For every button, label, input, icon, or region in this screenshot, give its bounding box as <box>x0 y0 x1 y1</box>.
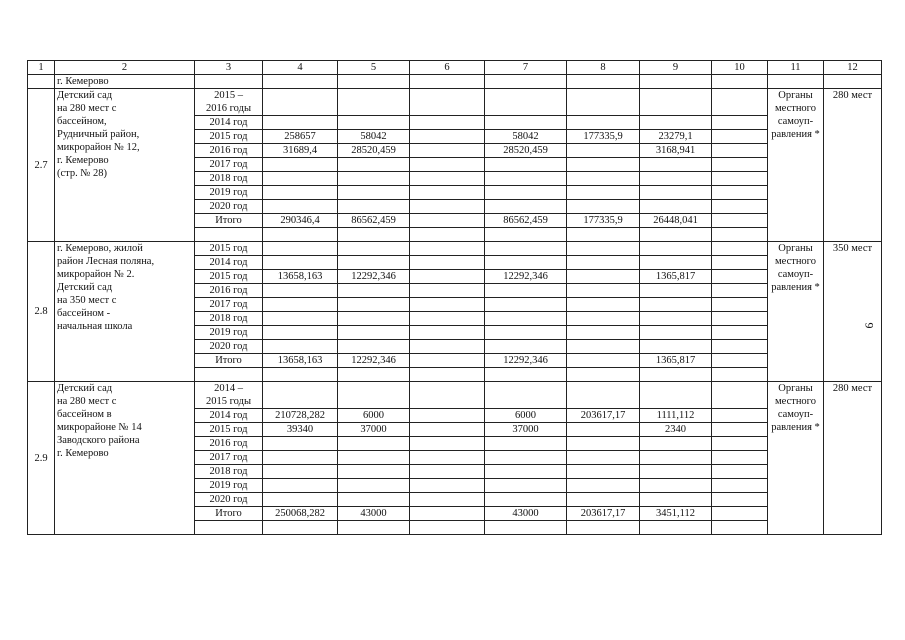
value-cell-c7: 12292,346 <box>485 270 567 284</box>
value-cell-c4: 13658,163 <box>263 354 338 368</box>
value-cell-c5 <box>338 256 410 270</box>
value-cell-c6 <box>410 354 485 368</box>
value-cell-c9 <box>640 158 712 172</box>
value-cell-c9 <box>640 172 712 186</box>
value-cell-c9 <box>640 465 712 479</box>
value-cell-c7 <box>485 172 567 186</box>
value-cell-c4 <box>263 89 338 116</box>
value-cell-c8: 177335,9 <box>567 130 640 144</box>
value-cell-c5 <box>338 200 410 214</box>
value-cell-c8 <box>567 479 640 493</box>
column-header-2: 2 <box>55 61 195 75</box>
value-cell-c9 <box>640 326 712 340</box>
value-cell-c8 <box>567 270 640 284</box>
value-cell-c9 <box>640 298 712 312</box>
value-cell-c8 <box>567 326 640 340</box>
value-cell-c7 <box>485 382 567 409</box>
column-header-11: 11 <box>768 61 824 75</box>
value-cell-c7 <box>485 451 567 465</box>
value-cell-c4 <box>263 158 338 172</box>
value-cell-c10 <box>712 507 768 521</box>
value-cell-c4 <box>263 326 338 340</box>
value-cell-c5: 37000 <box>338 423 410 437</box>
column-header-10: 10 <box>712 61 768 75</box>
value-cell-c5 <box>338 242 410 256</box>
value-cell-c5 <box>338 340 410 354</box>
value-cell-c5 <box>338 312 410 326</box>
value-cell-c9 <box>640 186 712 200</box>
value-cell-c9: 3451,112 <box>640 507 712 521</box>
value-cell-c7: 6000 <box>485 409 567 423</box>
executor-cell: Органы местного самоуп- равления * <box>768 242 824 382</box>
value-cell-c10 <box>712 116 768 130</box>
value-cell-c9 <box>640 116 712 130</box>
value-cell-c6 <box>410 270 485 284</box>
value-cell-c8 <box>567 144 640 158</box>
value-cell-c6 <box>410 284 485 298</box>
value-cell-c6 <box>410 214 485 228</box>
period-cell: 2020 год <box>195 493 263 507</box>
value-cell-c10 <box>712 242 768 256</box>
value-cell-c5 <box>338 326 410 340</box>
value-cell-c6 <box>410 423 485 437</box>
value-cell-c10 <box>712 409 768 423</box>
value-cell-c6 <box>410 89 485 116</box>
value-cell-c8 <box>567 423 640 437</box>
value-cell-c4: 210728,282 <box>263 409 338 423</box>
value-cell-c10 <box>712 437 768 451</box>
period-cell: 2015 год <box>195 130 263 144</box>
value-cell-c8: 203617,17 <box>567 507 640 521</box>
column-header-1: 1 <box>28 61 55 75</box>
value-cell-c4 <box>263 200 338 214</box>
value-cell-c5 <box>338 437 410 451</box>
value-cell-c5 <box>338 465 410 479</box>
value-cell-c5: 12292,346 <box>338 270 410 284</box>
value-cell-c10 <box>712 493 768 507</box>
value-cell-c4 <box>263 451 338 465</box>
value-cell-c8 <box>567 200 640 214</box>
value-cell-c6 <box>410 144 485 158</box>
value-cell-c5 <box>338 116 410 130</box>
value-cell-c7 <box>485 493 567 507</box>
value-cell-c8 <box>567 172 640 186</box>
column-header-4: 4 <box>263 61 338 75</box>
value-cell-c7: 86562,459 <box>485 214 567 228</box>
period-cell: 2019 год <box>195 326 263 340</box>
value-cell-c5 <box>338 382 410 409</box>
column-header-7: 7 <box>485 61 567 75</box>
value-cell-c9 <box>640 437 712 451</box>
value-cell-c6 <box>410 312 485 326</box>
period-cell: 2019 год <box>195 479 263 493</box>
page-number: 9 <box>862 322 877 329</box>
value-cell-c6 <box>410 242 485 256</box>
period-cell: 2016 год <box>195 437 263 451</box>
value-cell-c8 <box>567 451 640 465</box>
value-cell-c8 <box>567 354 640 368</box>
period-cell: 2019 год <box>195 186 263 200</box>
period-cell: Итого <box>195 507 263 521</box>
value-cell-c9 <box>640 242 712 256</box>
value-cell-c8 <box>567 298 640 312</box>
value-cell-c4 <box>263 479 338 493</box>
capacity-cell: 280 мест <box>824 89 882 242</box>
period-cell: 2015 – 2016 годы <box>195 89 263 116</box>
value-cell-c4: 31689,4 <box>263 144 338 158</box>
value-cell-c10 <box>712 465 768 479</box>
value-cell-c6 <box>410 382 485 409</box>
value-cell-c7: 43000 <box>485 507 567 521</box>
value-cell-c9: 1365,817 <box>640 270 712 284</box>
value-cell-c5: 58042 <box>338 130 410 144</box>
value-cell-c5 <box>338 493 410 507</box>
value-cell-c10 <box>712 284 768 298</box>
value-cell-c7 <box>485 116 567 130</box>
value-cell-c4: 290346,4 <box>263 214 338 228</box>
period-cell: 2015 год <box>195 242 263 256</box>
value-cell-c7 <box>485 158 567 172</box>
value-cell-c6 <box>410 465 485 479</box>
value-cell-c5: 28520,459 <box>338 144 410 158</box>
period-cell: 2016 год <box>195 144 263 158</box>
value-cell-c8: 203617,17 <box>567 409 640 423</box>
region-row <box>28 75 882 89</box>
value-cell-c5 <box>338 284 410 298</box>
table-row <box>28 242 882 256</box>
value-cell-c9 <box>640 284 712 298</box>
value-cell-c7 <box>485 200 567 214</box>
value-cell-c4 <box>263 312 338 326</box>
value-cell-c7 <box>485 326 567 340</box>
value-cell-c10 <box>712 144 768 158</box>
value-cell-c9 <box>640 200 712 214</box>
project-number: 2.9 <box>28 382 55 535</box>
value-cell-c9 <box>640 451 712 465</box>
column-header-12: 12 <box>824 61 882 75</box>
value-cell-c7: 37000 <box>485 423 567 437</box>
period-cell: 2014 год <box>195 409 263 423</box>
value-cell-c6 <box>410 451 485 465</box>
value-cell-c5: 6000 <box>338 409 410 423</box>
value-cell-c8: 177335,9 <box>567 214 640 228</box>
value-cell-c4: 39340 <box>263 423 338 437</box>
value-cell-c8 <box>567 465 640 479</box>
value-cell-c10 <box>712 382 768 409</box>
value-cell-c10 <box>712 326 768 340</box>
value-cell-c5 <box>338 298 410 312</box>
value-cell-c7 <box>485 437 567 451</box>
value-cell-c10 <box>712 354 768 368</box>
value-cell-c10 <box>712 214 768 228</box>
value-cell-c6 <box>410 479 485 493</box>
value-cell-c4 <box>263 172 338 186</box>
value-cell-c10 <box>712 89 768 116</box>
value-cell-c8 <box>567 186 640 200</box>
value-cell-c7 <box>485 284 567 298</box>
value-cell-c8 <box>567 382 640 409</box>
value-cell-c6 <box>410 437 485 451</box>
period-cell: 2015 год <box>195 423 263 437</box>
period-cell: 2017 год <box>195 451 263 465</box>
value-cell-c9: 1365,817 <box>640 354 712 368</box>
value-cell-c6 <box>410 158 485 172</box>
column-header-5: 5 <box>338 61 410 75</box>
project-number: 2.7 <box>28 89 55 242</box>
period-cell: 2014 – 2015 годы <box>195 382 263 409</box>
value-cell-c5: 86562,459 <box>338 214 410 228</box>
value-cell-c5 <box>338 172 410 186</box>
value-cell-c6 <box>410 493 485 507</box>
value-cell-c7 <box>485 479 567 493</box>
value-cell-c9: 3168,941 <box>640 144 712 158</box>
value-cell-c4 <box>263 465 338 479</box>
value-cell-c7 <box>485 89 567 116</box>
value-cell-c5 <box>338 89 410 116</box>
period-cell: 2016 год <box>195 284 263 298</box>
value-cell-c4: 250068,282 <box>263 507 338 521</box>
value-cell-c7: 58042 <box>485 130 567 144</box>
value-cell-c7 <box>485 186 567 200</box>
value-cell-c8 <box>567 256 640 270</box>
value-cell-c6 <box>410 116 485 130</box>
value-cell-c9 <box>640 493 712 507</box>
project-name: Детский сад на 280 мест с бассейном в микрорайоне № 14 Заводского района г. Кемерово <box>55 382 195 535</box>
period-cell: 2014 год <box>195 116 263 130</box>
value-cell-c7 <box>485 256 567 270</box>
value-cell-c9 <box>640 256 712 270</box>
period-cell: 2015 год <box>195 270 263 284</box>
header-row <box>28 61 882 75</box>
project-number: 2.8 <box>28 242 55 382</box>
column-header-6: 6 <box>410 61 485 75</box>
region-label: г. Кемерово <box>55 75 195 89</box>
value-cell-c7 <box>485 340 567 354</box>
value-cell-c8 <box>567 116 640 130</box>
value-cell-c5 <box>338 479 410 493</box>
value-cell-c4 <box>263 382 338 409</box>
value-cell-c10 <box>712 312 768 326</box>
value-cell-c6 <box>410 200 485 214</box>
value-cell-c9: 1111,112 <box>640 409 712 423</box>
period-cell: 2018 год <box>195 172 263 186</box>
value-cell-c6 <box>410 256 485 270</box>
value-cell-c9: 2340 <box>640 423 712 437</box>
budget-table <box>27 60 882 535</box>
value-cell-c6 <box>410 130 485 144</box>
value-cell-c5: 43000 <box>338 507 410 521</box>
value-cell-c7: 28520,459 <box>485 144 567 158</box>
value-cell-c6 <box>410 186 485 200</box>
capacity-cell: 280 мест <box>824 382 882 535</box>
table-body <box>28 61 882 535</box>
value-cell-c4 <box>263 116 338 130</box>
value-cell-c4: 258657 <box>263 130 338 144</box>
period-cell: 2017 год <box>195 298 263 312</box>
value-cell-c7: 12292,346 <box>485 354 567 368</box>
period-cell: 2020 год <box>195 200 263 214</box>
value-cell-c5 <box>338 186 410 200</box>
column-header-9: 9 <box>640 61 712 75</box>
value-cell-c6 <box>410 326 485 340</box>
column-header-3: 3 <box>195 61 263 75</box>
value-cell-c9: 23279,1 <box>640 130 712 144</box>
value-cell-c9 <box>640 340 712 354</box>
value-cell-c7 <box>485 242 567 256</box>
value-cell-c10 <box>712 172 768 186</box>
value-cell-c6 <box>410 409 485 423</box>
value-cell-c4 <box>263 340 338 354</box>
value-cell-c10 <box>712 423 768 437</box>
column-header-8: 8 <box>567 61 640 75</box>
value-cell-c4 <box>263 298 338 312</box>
period-cell: 2017 год <box>195 158 263 172</box>
value-cell-c6 <box>410 340 485 354</box>
value-cell-c10 <box>712 451 768 465</box>
value-cell-c8 <box>567 312 640 326</box>
value-cell-c4 <box>263 242 338 256</box>
value-cell-c8 <box>567 493 640 507</box>
value-cell-c8 <box>567 242 640 256</box>
value-cell-c10 <box>712 130 768 144</box>
period-cell: 2018 год <box>195 312 263 326</box>
project-name: Детский сад на 280 мест с бассейном, Рудничный район, микрорайон № 12, г. Кемерово (стр. № 28) <box>55 89 195 242</box>
value-cell-c5 <box>338 158 410 172</box>
value-cell-c6 <box>410 298 485 312</box>
value-cell-c9: 26448,041 <box>640 214 712 228</box>
value-cell-c4 <box>263 186 338 200</box>
value-cell-c10 <box>712 340 768 354</box>
value-cell-c4 <box>263 437 338 451</box>
value-cell-c4: 13658,163 <box>263 270 338 284</box>
value-cell-c6 <box>410 507 485 521</box>
executor-cell: Органы местного самоуп- равления * <box>768 89 824 242</box>
value-cell-c9 <box>640 89 712 116</box>
period-cell: 2014 год <box>195 256 263 270</box>
value-cell-c7 <box>485 465 567 479</box>
period-cell: Итого <box>195 214 263 228</box>
project-name: г. Кемерово, жилой район Лесная поляна, микрорайон № 2. Детский сад на 350 мест с бассейном - начальная школа <box>55 242 195 382</box>
table-row <box>28 89 882 116</box>
value-cell-c10 <box>712 158 768 172</box>
value-cell-c7 <box>485 298 567 312</box>
value-cell-c10 <box>712 186 768 200</box>
value-cell-c7 <box>485 312 567 326</box>
value-cell-c10 <box>712 270 768 284</box>
value-cell-c6 <box>410 172 485 186</box>
table-row <box>28 382 882 409</box>
capacity-cell: 350 мест <box>824 242 882 382</box>
value-cell-c10 <box>712 256 768 270</box>
value-cell-c10 <box>712 479 768 493</box>
period-cell: Итого <box>195 354 263 368</box>
value-cell-c9 <box>640 312 712 326</box>
value-cell-c10 <box>712 298 768 312</box>
value-cell-c5: 12292,346 <box>338 354 410 368</box>
value-cell-c4 <box>263 493 338 507</box>
value-cell-c8 <box>567 437 640 451</box>
value-cell-c4 <box>263 256 338 270</box>
value-cell-c8 <box>567 284 640 298</box>
value-cell-c10 <box>712 200 768 214</box>
value-cell-c5 <box>338 451 410 465</box>
value-cell-c8 <box>567 158 640 172</box>
value-cell-c9 <box>640 479 712 493</box>
period-cell: 2020 год <box>195 340 263 354</box>
value-cell-c9 <box>640 382 712 409</box>
value-cell-c8 <box>567 340 640 354</box>
value-cell-c4 <box>263 284 338 298</box>
value-cell-c8 <box>567 89 640 116</box>
executor-cell: Органы местного самоуп- равления * <box>768 382 824 535</box>
period-cell: 2018 год <box>195 465 263 479</box>
